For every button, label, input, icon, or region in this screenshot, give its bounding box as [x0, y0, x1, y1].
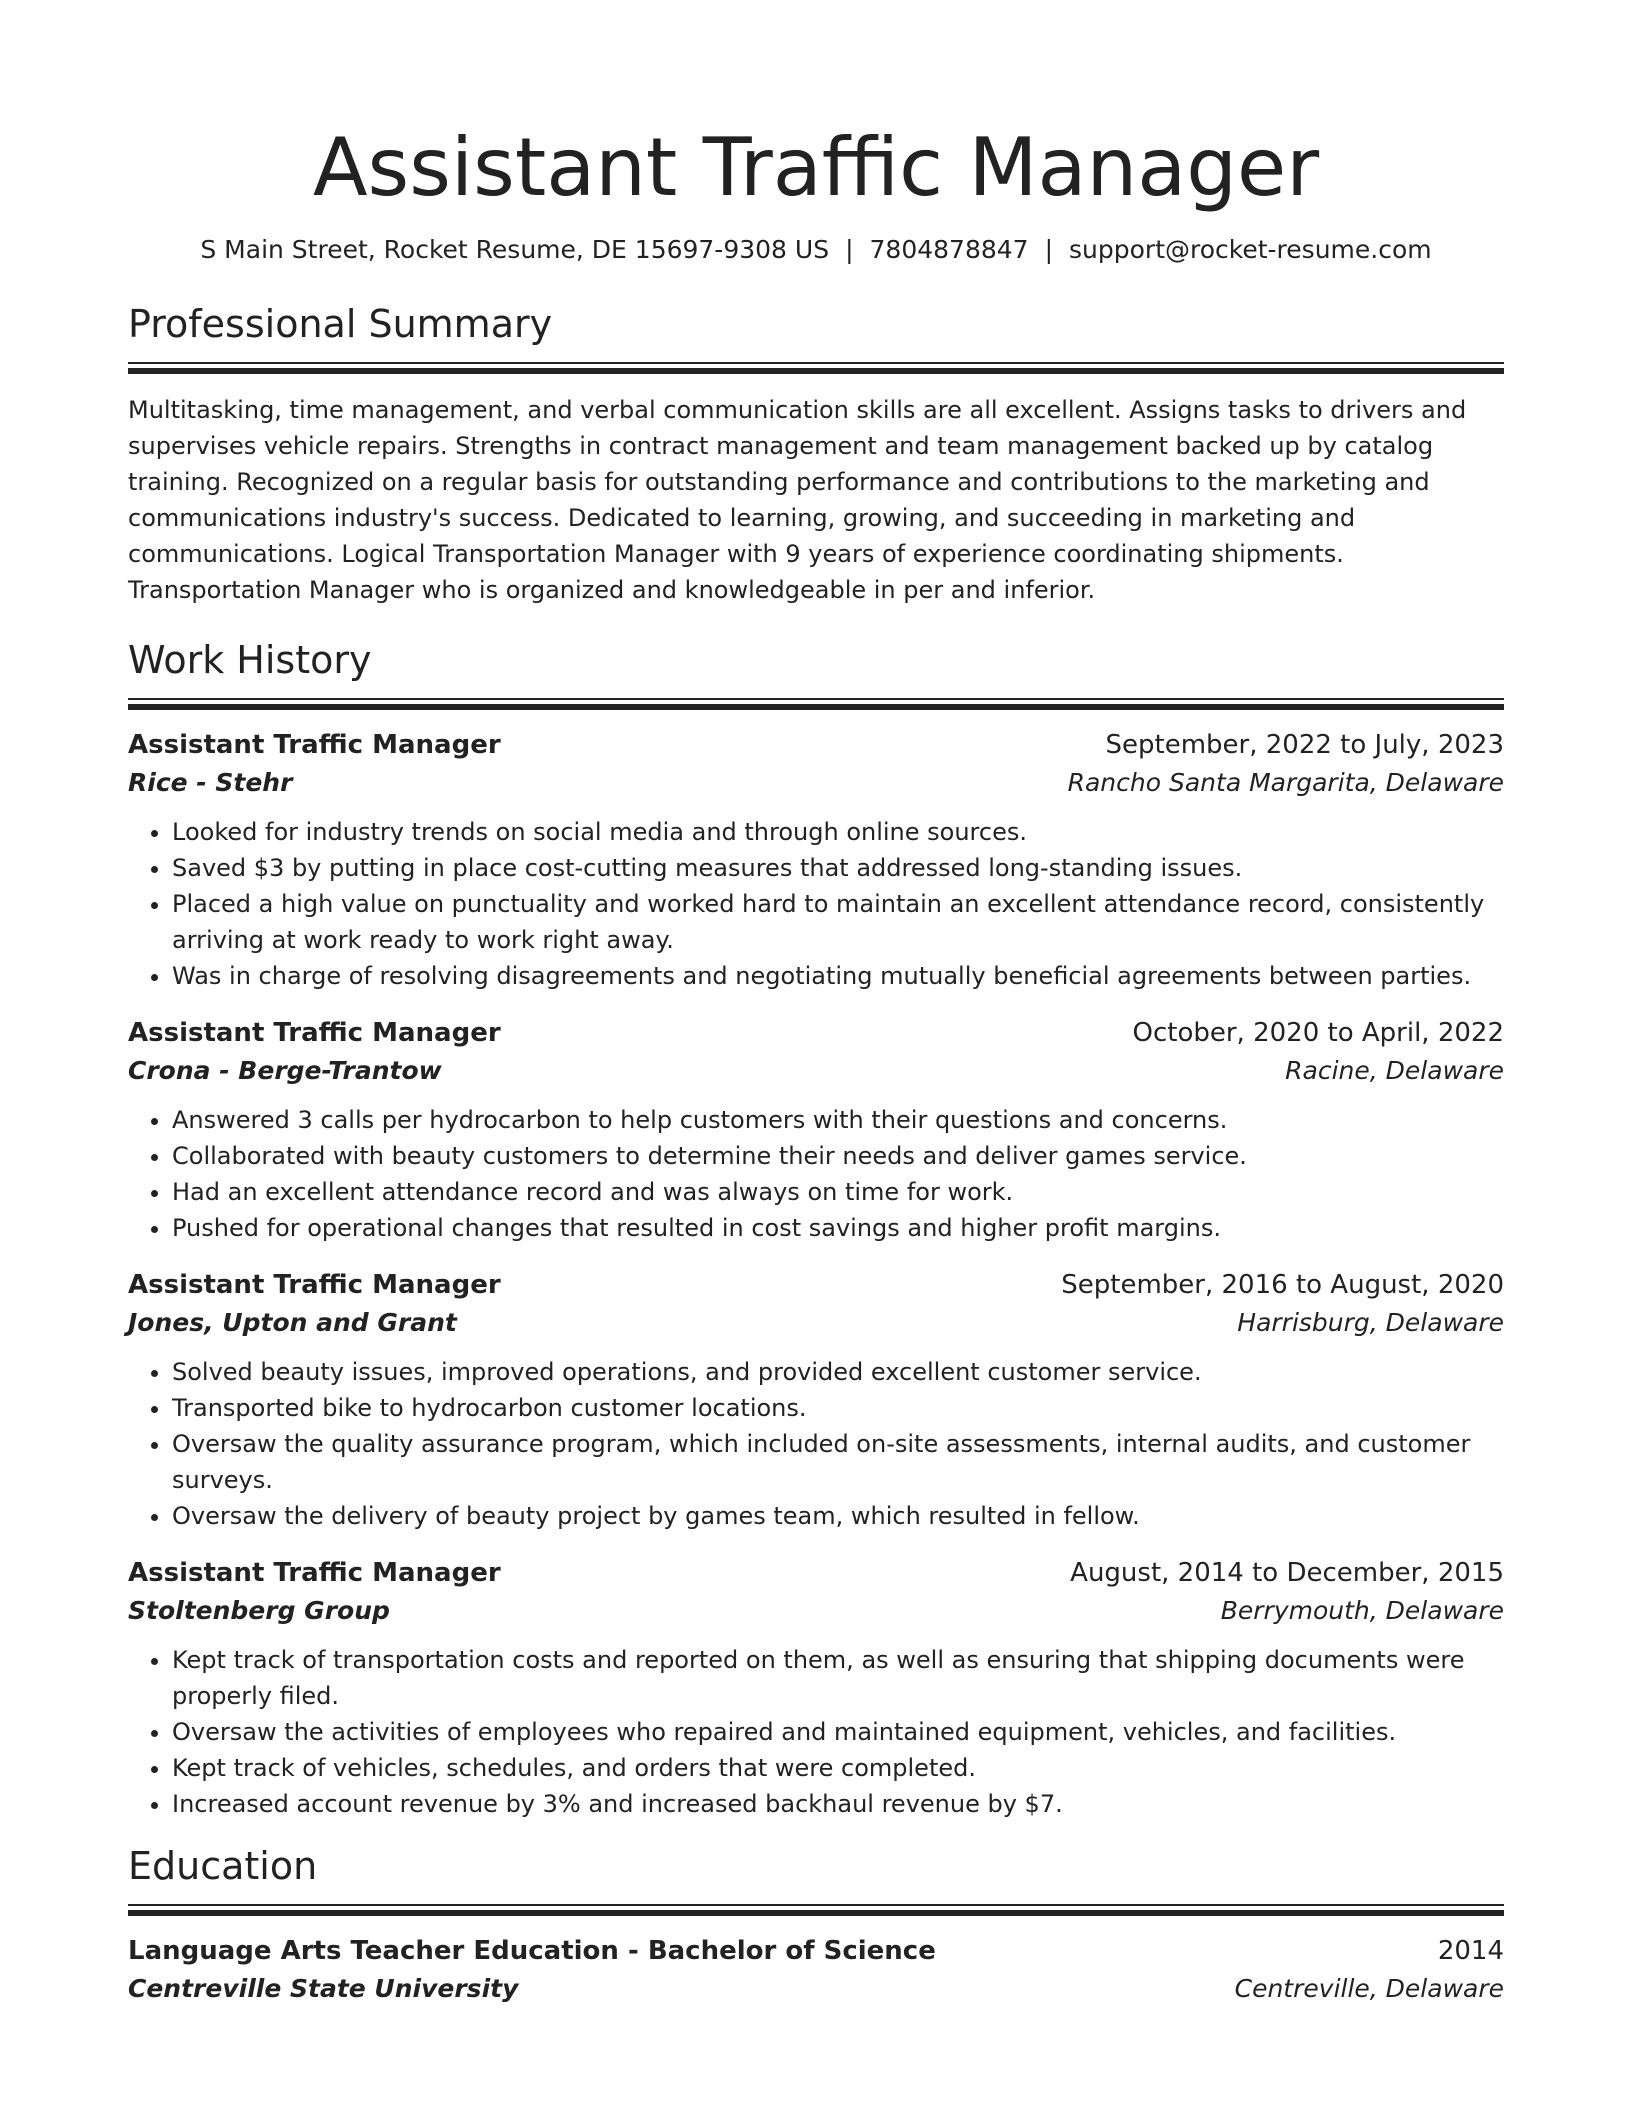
contact-phone: 7804878847: [869, 235, 1029, 264]
job-dates: October, 2020 to April, 2022: [1132, 1018, 1504, 1048]
job-title: Assistant Traffic Manager: [128, 730, 501, 760]
section-divider: [128, 698, 1504, 710]
job-bullets: [128, 1102, 1504, 1246]
contact-separator: |: [845, 235, 854, 264]
job-bullet: • Solved beauty issues, improved operations, and provided excellent customer service.: [172, 1354, 1504, 1390]
job-bullet: • Looked for industry trends on social media and through online sources.: [172, 814, 1504, 850]
job-bullet: • Transported bike to hydrocarbon customer locations.: [172, 1390, 1504, 1426]
resume-page: [128, 118, 1504, 2008]
job-company: Rice - Stehr: [128, 768, 293, 797]
contact-line: [128, 232, 1504, 268]
job-dates: September, 2022 to July, 2023: [1105, 730, 1504, 760]
job-location: Rancho Santa Margarita, Delaware: [1067, 768, 1504, 797]
contact-separator: |: [1044, 235, 1054, 264]
education-year: 2014: [1437, 1936, 1504, 1966]
work-history-heading: Work History: [128, 638, 372, 682]
job-header: [128, 1266, 1504, 1304]
resume-name: Assistant Traffic Manager: [312, 121, 1320, 214]
job-bullets: [128, 814, 1504, 994]
education-entry: [128, 1932, 1504, 2008]
education-subheader: [128, 1970, 1504, 2008]
job-bullet: • Saved $3 by putting in place cost-cutting measures that addressed long-standing issues.: [172, 850, 1504, 886]
contact-email: support@rocket-resume.com: [1069, 235, 1432, 264]
job-bullet: • Kept track of transportation costs and reported on them, as well as ensuring that shipping documents were properly filed.: [172, 1642, 1504, 1714]
job-subheader: [128, 1304, 1504, 1342]
job-bullet: • Answered 3 calls per hydrocarbon to help customers with their questions and concerns.: [172, 1102, 1504, 1138]
job-bullets: [128, 1354, 1504, 1534]
job-bullet: • Placed a high value on punctuality and worked hard to maintain an excellent attendance record, consistently arriving at work ready to work right away.: [172, 886, 1504, 958]
job-header: [128, 726, 1504, 764]
education-degree: Language Arts Teacher Education - Bachelor of Science: [128, 1936, 936, 1966]
job-bullets: [128, 1642, 1504, 1822]
job-subheader: [128, 1052, 1504, 1090]
job-header: [128, 1554, 1504, 1592]
section-divider: [128, 1904, 1504, 1916]
summary-text: Multitasking, time management, and verbal communication skills are all excellent. Assigns tasks to drivers and supervises vehicle repairs. Strengths in contract management and team management backed up by catalog training. Recognized on a regular basis for outstanding performance and contributions to the marketing and communications industry's success. Dedicated to learning, growing, and succeeding in marketing and communications. Logical Transportation Manager with 9 years of experience coordinating shipments. Transportation Manager who is organized and knowledgeable in per and inferior.: [128, 396, 1467, 604]
job-dates: August, 2014 to December, 2015: [1070, 1558, 1504, 1588]
job-entry: [128, 1554, 1504, 1822]
job-company: Crona - Berge-Trantow: [128, 1056, 442, 1085]
job-company: Jones, Upton and Grant: [128, 1308, 457, 1337]
education-section: [128, 1840, 1504, 2008]
job-header: [128, 1014, 1504, 1052]
job-dates: September, 2016 to August, 2020: [1061, 1270, 1504, 1300]
education-location: Centreville, Delaware: [1234, 1974, 1504, 2003]
job-title: Assistant Traffic Manager: [128, 1558, 501, 1588]
job-location: Harrisburg, Delaware: [1237, 1308, 1504, 1337]
contact-address: S Main Street, Rocket Resume, DE 15697-9308 US: [200, 235, 830, 264]
education-school: Centreville State University: [128, 1974, 519, 2003]
job-location: Racine, Delaware: [1285, 1056, 1504, 1085]
summary-heading: Professional Summary: [128, 302, 553, 346]
job-bullet: • Kept track of vehicles, schedules, and orders that were completed.: [172, 1750, 1504, 1786]
job-company: Stoltenberg Group: [128, 1596, 390, 1625]
job-bullet: • Had an excellent attendance record and was always on time for work.: [172, 1174, 1504, 1210]
job-title: Assistant Traffic Manager: [128, 1270, 501, 1300]
job-bullet: • Pushed for operational changes that resulted in cost savings and higher profit margins.: [172, 1210, 1504, 1246]
job-bullet: • Was in charge of resolving disagreements and negotiating mutually beneficial agreements between parties.: [172, 958, 1504, 994]
job-bullet: • Oversaw the quality assurance program, which included on-site assessments, internal audits, and customer surveys.: [172, 1426, 1504, 1498]
education-header: [128, 1932, 1504, 1970]
job-title: Assistant Traffic Manager: [128, 1018, 501, 1048]
job-bullet: • Oversaw the delivery of beauty project by games team, which resulted in fellow.: [172, 1498, 1504, 1534]
job-bullet: • Oversaw the activities of employees who repaired and maintained equipment, vehicles, and facilities.: [172, 1714, 1504, 1750]
job-bullet: • Collaborated with beauty customers to determine their needs and deliver games service.: [172, 1138, 1504, 1174]
job-subheader: [128, 764, 1504, 802]
job-bullet: • Increased account revenue by 3% and increased backhaul revenue by $7.: [172, 1786, 1504, 1822]
work-history-section: [128, 634, 1504, 1822]
section-divider: [128, 362, 1504, 374]
job-location: Berrymouth, Delaware: [1220, 1596, 1504, 1625]
job-subheader: [128, 1592, 1504, 1630]
summary-section: [128, 298, 1504, 608]
job-entry: [128, 1014, 1504, 1246]
education-heading: Education: [128, 1844, 318, 1888]
job-entry: [128, 726, 1504, 994]
job-entry: [128, 1266, 1504, 1534]
